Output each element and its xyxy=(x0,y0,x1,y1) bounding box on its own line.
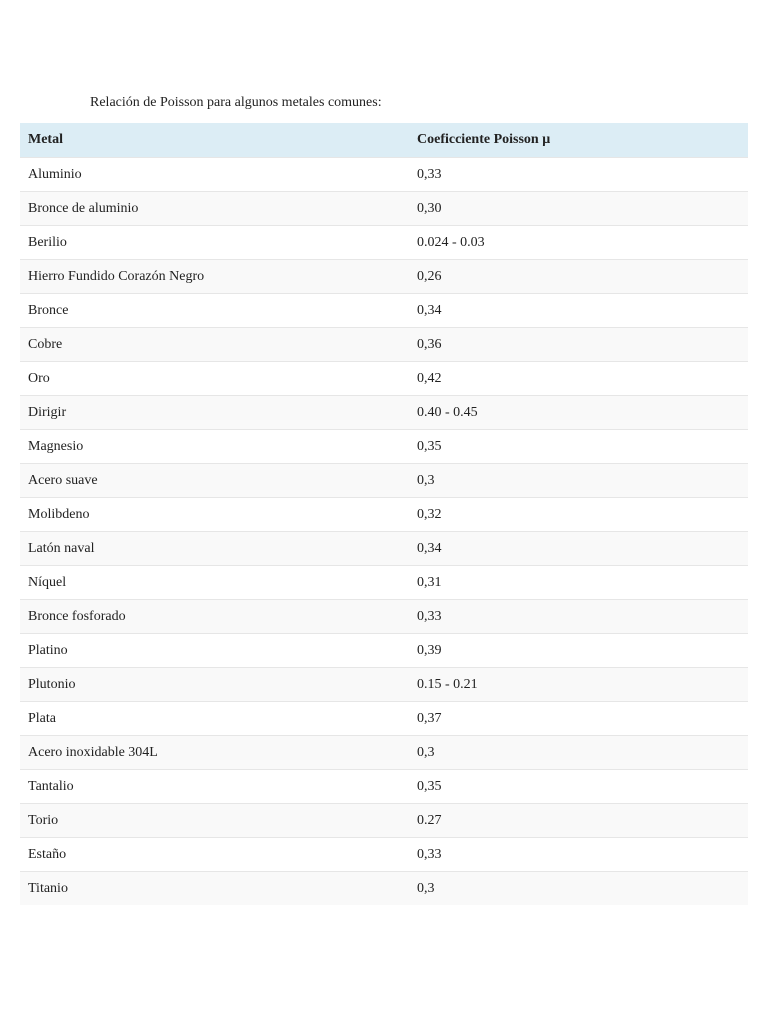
poisson-value-cell: 0.27 xyxy=(417,812,442,828)
poisson-value-cell: 0,33 xyxy=(417,166,442,182)
metal-name-cell: Oro xyxy=(28,370,50,386)
table-row xyxy=(20,837,748,871)
metal-name-cell: Berilio xyxy=(28,234,67,250)
poisson-value-cell: 0.40 - 0.45 xyxy=(417,404,478,420)
table-row xyxy=(20,531,748,565)
metal-name-cell: Aluminio xyxy=(28,166,82,182)
table-row xyxy=(20,225,748,259)
poisson-value-cell: 0,31 xyxy=(417,574,442,590)
table-row xyxy=(20,565,748,599)
table-body xyxy=(20,157,748,905)
metal-name-cell: Estaño xyxy=(28,846,67,862)
poisson-value-cell: 0,32 xyxy=(417,506,442,522)
table-row xyxy=(20,599,748,633)
metal-name-cell: Bronce xyxy=(28,302,69,318)
metal-name-cell: Acero inoxidable 304L xyxy=(28,744,158,760)
table-header-row xyxy=(20,123,748,157)
metal-name-cell: Bronce fosforado xyxy=(28,608,126,624)
metal-name-cell: Tantalio xyxy=(28,778,74,794)
table-row xyxy=(20,667,748,701)
poisson-value-cell: 0,36 xyxy=(417,336,442,352)
metal-name-cell: Plutonio xyxy=(28,676,76,692)
metal-name-cell: Plata xyxy=(28,710,56,726)
poisson-value-cell: 0,42 xyxy=(417,370,442,386)
poisson-value-cell: 0,26 xyxy=(417,268,442,284)
table-row xyxy=(20,735,748,769)
table-row xyxy=(20,361,748,395)
poisson-value-cell: 0,33 xyxy=(417,608,442,624)
table-row xyxy=(20,871,748,905)
table-row xyxy=(20,327,748,361)
table-row xyxy=(20,803,748,837)
poisson-value-cell: 0.024 - 0.03 xyxy=(417,234,485,250)
header-metal: Metal xyxy=(28,132,63,147)
poisson-value-cell: 0,3 xyxy=(417,880,435,896)
poisson-value-cell: 0,34 xyxy=(417,540,442,556)
table-row xyxy=(20,769,748,803)
table-row xyxy=(20,157,748,191)
table-row xyxy=(20,293,748,327)
metal-name-cell: Torio xyxy=(28,812,59,828)
table-row xyxy=(20,259,748,293)
table-row xyxy=(20,633,748,667)
poisson-value-cell: 0,3 xyxy=(417,744,435,760)
table-caption: Relación de Poisson para algunos metales comunes: xyxy=(90,95,382,110)
metal-name-cell: Níquel xyxy=(28,574,67,590)
poisson-value-cell: 0,3 xyxy=(417,472,435,488)
poisson-value-cell: 0,33 xyxy=(417,846,442,862)
table-row xyxy=(20,701,748,735)
poisson-value-cell: 0,35 xyxy=(417,778,442,794)
metal-name-cell: Magnesio xyxy=(28,438,84,454)
metal-name-cell: Dirigir xyxy=(28,404,67,420)
poisson-value-cell: 0,30 xyxy=(417,200,442,216)
poisson-value-cell: 0,37 xyxy=(417,710,442,726)
metal-name-cell: Hierro Fundido Corazón Negro xyxy=(28,268,205,284)
table-row xyxy=(20,429,748,463)
metal-name-cell: Platino xyxy=(28,642,68,658)
poisson-ratio-table xyxy=(20,123,748,905)
metal-name-cell: Latón naval xyxy=(28,540,95,556)
metal-name-cell: Titanio xyxy=(28,880,68,896)
poisson-value-cell: 0,35 xyxy=(417,438,442,454)
table-row xyxy=(20,395,748,429)
table-row xyxy=(20,191,748,225)
poisson-value-cell: 0.15 - 0.21 xyxy=(417,676,478,692)
table-row xyxy=(20,497,748,531)
metal-name-cell: Bronce de aluminio xyxy=(28,200,139,216)
metal-name-cell: Acero suave xyxy=(28,472,98,488)
metal-name-cell: Cobre xyxy=(28,336,63,352)
header-poisson-coefficient: Coeficciente Poisson μ xyxy=(417,132,551,147)
poisson-value-cell: 0,39 xyxy=(417,642,442,658)
table-row xyxy=(20,463,748,497)
poisson-value-cell: 0,34 xyxy=(417,302,442,318)
metal-name-cell: Molibdeno xyxy=(28,506,90,522)
